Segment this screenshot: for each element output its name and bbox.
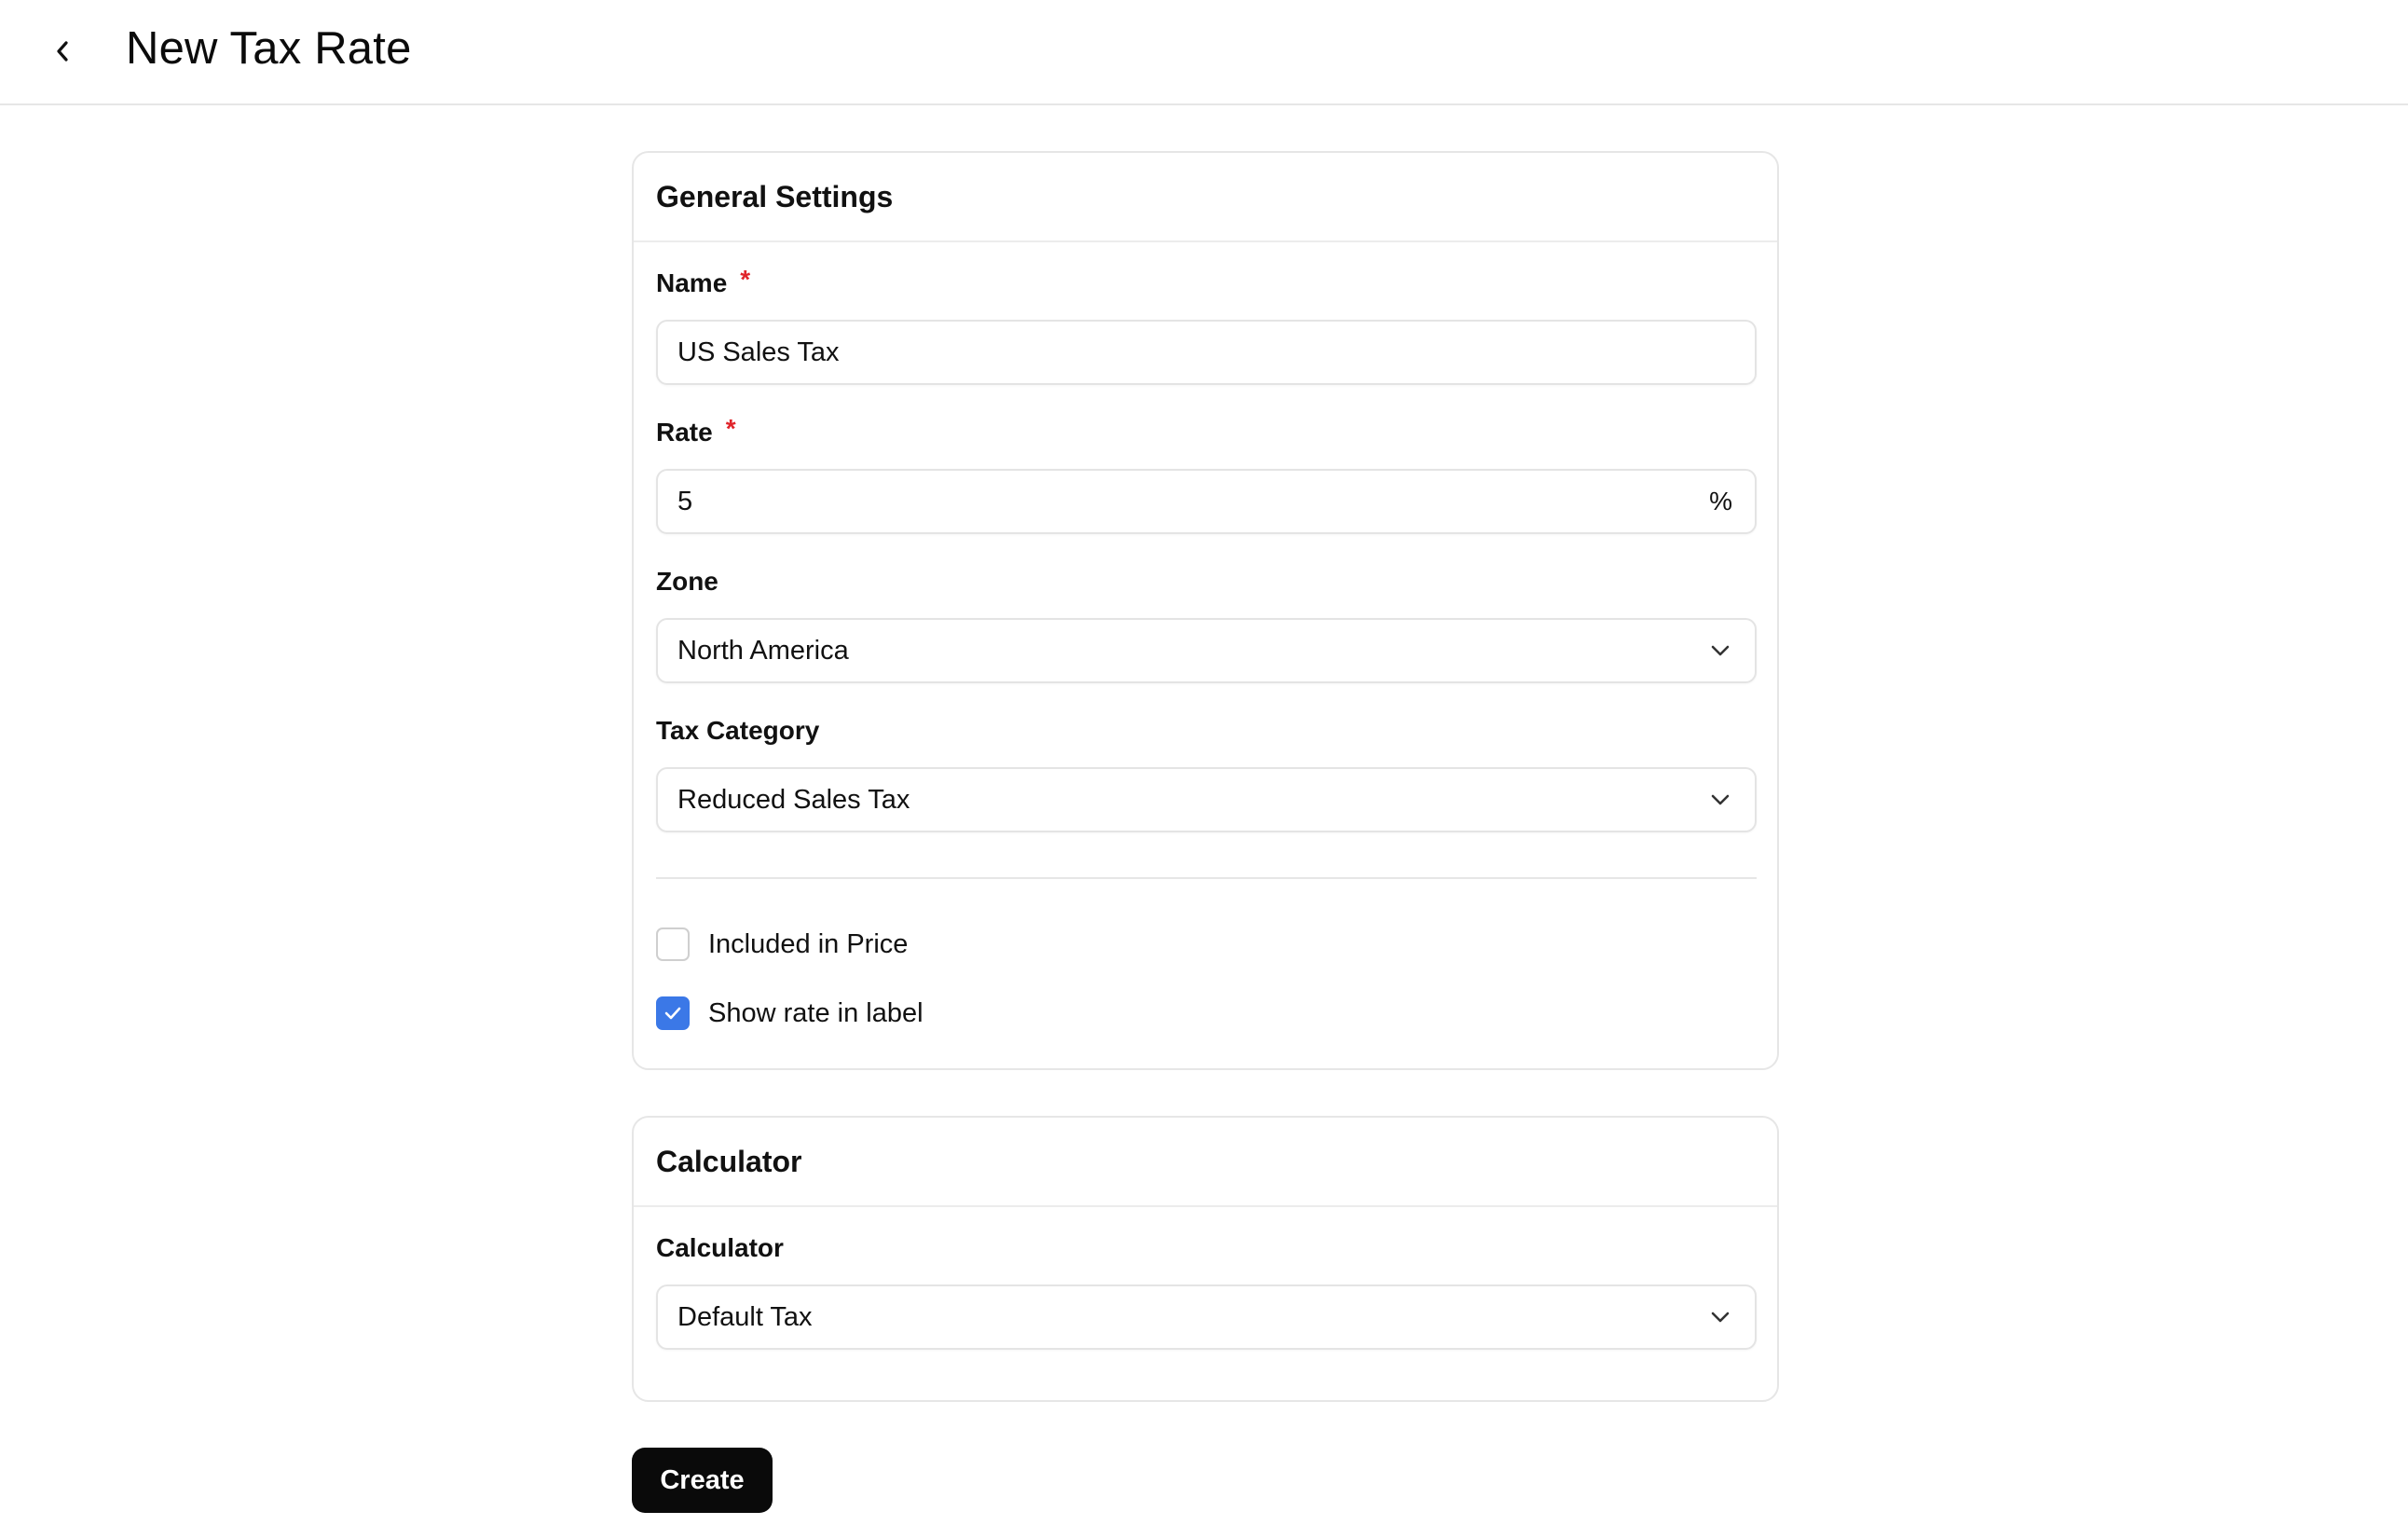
calculator-select-value: Default Tax — [677, 1301, 813, 1332]
tax-category-label-text: Tax Category — [656, 716, 820, 745]
show-rate-in-label-checkbox[interactable] — [656, 996, 690, 1030]
tax-category-select-value: Reduced Sales Tax — [677, 784, 910, 815]
chevron-down-icon — [1706, 620, 1734, 681]
tax-category-label — [656, 716, 819, 746]
required-asterisk: * — [725, 414, 736, 443]
tax-category-select[interactable] — [656, 767, 1757, 832]
rate-input-value: 5 — [677, 486, 693, 516]
calculator-select[interactable] — [656, 1285, 1757, 1350]
zone-label — [656, 567, 718, 597]
calculator-label — [656, 1233, 784, 1263]
general-settings-title: General Settings — [656, 179, 894, 213]
chevron-down-icon — [1706, 1286, 1734, 1348]
included-in-price-checkbox[interactable] — [656, 927, 690, 961]
back-button[interactable] — [43, 28, 82, 75]
create-button[interactable]: Create — [632, 1448, 773, 1513]
top-bar — [0, 0, 2408, 105]
chevron-down-icon — [1706, 769, 1734, 831]
name-input[interactable] — [656, 320, 1757, 385]
rate-input[interactable] — [656, 469, 1757, 534]
calculator-header — [634, 1118, 1777, 1207]
included-in-price-row[interactable] — [656, 927, 908, 961]
calculator-card — [632, 1116, 1779, 1402]
chevron-left-icon — [52, 37, 73, 65]
name-label-text: Name — [656, 268, 728, 297]
show-rate-in-label-row[interactable] — [656, 996, 924, 1030]
zone-label-text: Zone — [656, 567, 718, 596]
required-asterisk: * — [740, 265, 751, 294]
rate-label — [656, 414, 736, 447]
show-rate-in-label-label: Show rate in label — [708, 997, 924, 1028]
general-settings-header — [634, 153, 1777, 242]
general-settings-card — [632, 151, 1779, 1070]
included-in-price-label: Included in Price — [708, 928, 909, 959]
zone-select-value: North America — [677, 635, 849, 666]
name-label — [656, 265, 751, 298]
percent-suffix: % — [1709, 487, 1732, 515]
zone-select[interactable] — [656, 618, 1757, 683]
calculator-title: Calculator — [656, 1144, 802, 1178]
rate-label-text: Rate — [656, 418, 713, 447]
section-divider — [656, 877, 1757, 879]
name-input-value: US Sales Tax — [677, 337, 840, 367]
checkmark-icon — [664, 1006, 682, 1021]
calculator-label-text: Calculator — [656, 1233, 784, 1262]
page-title: New Tax Rate — [126, 23, 412, 74]
